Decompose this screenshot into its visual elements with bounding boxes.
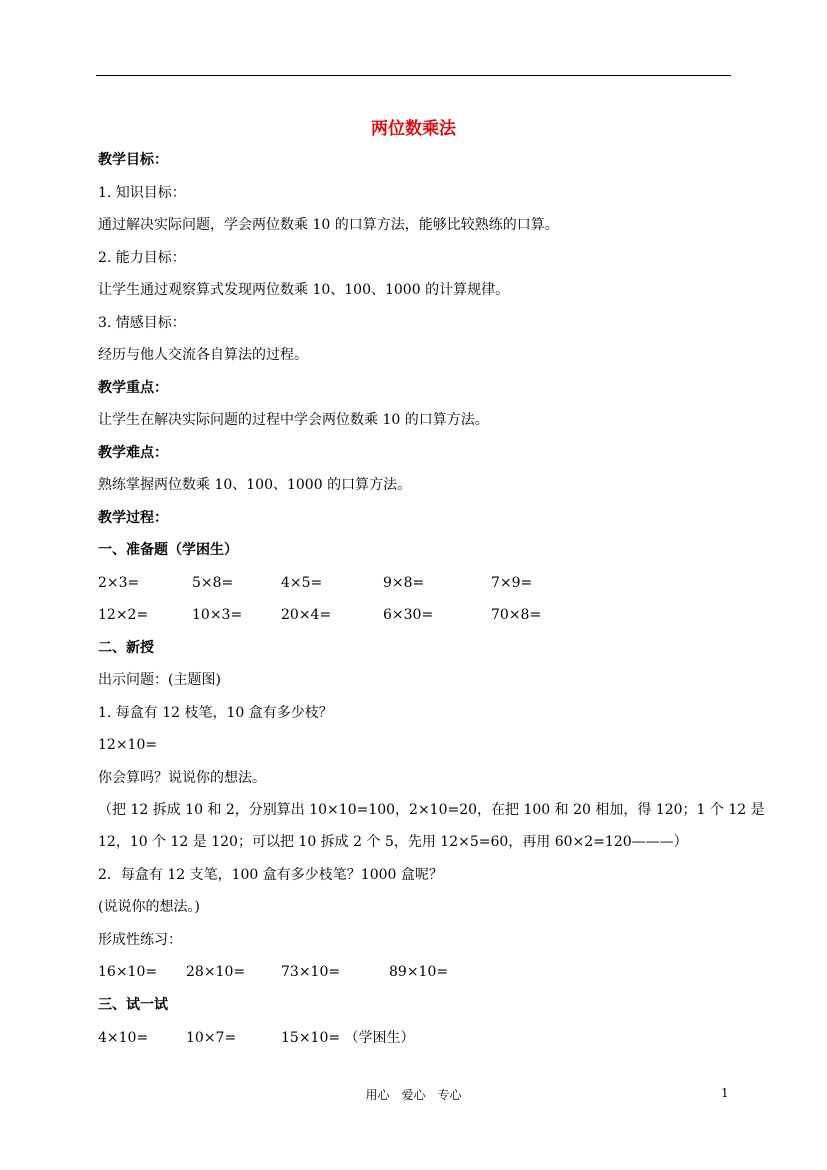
prep-expr: 9×8= (383, 575, 425, 591)
prep-expr: 6×30= (383, 607, 434, 623)
practice-expr: 73×10= (281, 964, 341, 980)
prep-expr: 7×9= (491, 575, 533, 591)
header-rule (96, 75, 731, 76)
try-heading: 三、试一试 (98, 997, 168, 1013)
try-expr: 4×10= (98, 1030, 149, 1046)
page-title: 两位数乘法 (371, 119, 456, 139)
prep-expr: 4×5= (281, 575, 323, 591)
question-1-explain-line1: （把 12 拆成 10 和 2，分别算出 10×10=100，2×10=20，在把 100 和 20 相加，得 120；1 个 12 是 (98, 802, 765, 818)
question-1-ask: 你会算吗？说说你的想法。 (98, 770, 266, 786)
difficulty-heading: 教学难点： (98, 445, 168, 461)
show-problem: 出示问题：(主题图) (98, 672, 221, 688)
page-footer: 用心 爱心 专心 (365, 1088, 462, 1102)
process-heading: 教学过程： (98, 510, 168, 526)
prep-expr: 5×8= (192, 575, 234, 591)
obj3-text: 经历与他人交流各自算法的过程。 (98, 347, 308, 363)
practice-expr: 16×10= (98, 964, 158, 980)
practice-label: 形成性练习： (98, 932, 182, 948)
practice-expr: 89×10= (389, 964, 449, 980)
question-1-explain-line2: 12，10 个 12 是 120；可以把 10 拆成 2 个 5，先用 12×5=60，再用 60×2=120———） (98, 834, 688, 850)
prep-heading: 一、准备题（学困生） (98, 542, 238, 558)
prep-expr: 2×3= (98, 575, 140, 591)
prep-expr: 10×3= (192, 607, 243, 623)
try-expr: 10×7= (186, 1030, 237, 1046)
new-heading: 二、新授 (98, 640, 154, 656)
objectives-heading: 教学目标： (98, 152, 168, 168)
question-1: 1. 每盒有 12 枝笔，10 盒有多少枝？ (98, 705, 333, 721)
obj2-text: 让学生通过观察算式发现两位数乘 10、100、1000 的计算规律。 (98, 282, 510, 298)
obj1-label: 1. 知识目标： (98, 185, 186, 201)
prep-expr: 20×4= (281, 607, 332, 623)
question-2-note: (说说你的想法。) (98, 899, 200, 915)
obj1-text: 通过解决实际问题，学会两位数乘 10 的口算方法，能够比较熟练的口算。 (98, 217, 559, 233)
obj3-label: 3. 情感目标： (98, 315, 186, 331)
practice-expr: 28×10= (186, 964, 246, 980)
question-2: 2．每盒有 12 支笔，100 盒有多少枝笔？1000 盒呢？ (98, 867, 443, 883)
obj2-label: 2. 能力目标： (98, 250, 186, 266)
prep-expr: 70×8= (491, 607, 542, 623)
prep-expr: 12×2= (98, 607, 149, 623)
focus-heading: 教学重点： (98, 380, 168, 396)
focus-text: 让学生在解决实际问题的过程中学会两位数乘 10 的口算方法。 (98, 412, 489, 428)
difficulty-text: 熟练掌握两位数乘 10、100、1000 的口算方法。 (98, 477, 412, 493)
question-1-expr: 12×10= (98, 737, 158, 753)
try-expr: 15×10= （学困生） (281, 1030, 415, 1046)
page-number: 1 (721, 1086, 729, 1100)
